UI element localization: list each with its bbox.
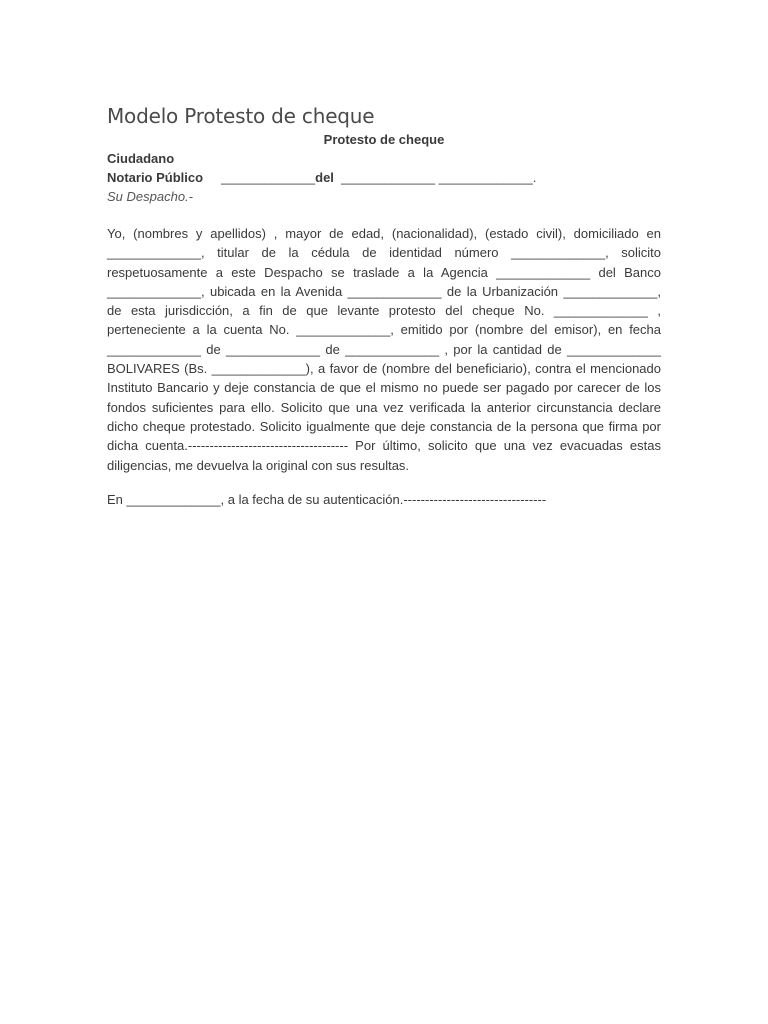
closing-line: En _____________, a la fecha de su autenticación.--------------------------------- [107,491,547,507]
spacer [107,206,661,224]
notary-blank: _____________ [221,170,316,185]
salutation: Su Despacho.- [107,189,193,204]
spacer [107,475,661,490]
del-label: del [315,170,334,185]
notary-blank-rest: _____________ _____________. [341,170,537,185]
addressee-line-2 [107,168,661,187]
document-page [107,102,661,509]
document-title: Modelo Protesto de cheque [107,104,375,128]
document-subtitle: Protesto de cheque [323,132,445,147]
addressee-line-1: Ciudadano [107,151,175,166]
body-paragraph: Yo, (nombres y apellidos) , mayor de edad, (nacionalidad), (estado civil), domiciliado en _____________, titular de la cédula de identidad número _____________, solicito respetuosamente a este Despacho se traslade a la Agencia _____________ del Banco _____________, ubicada en la Avenida _____________ de la Urbanización _____________, de esta jurisdicción, a fin de que levante protesto del cheque No. _____________ , perteneciente a la cuenta No. _____________, emitido por (nombre del emisor), en fecha _____________ de _____________ de _____________ , por la cantidad de _____________ BOLIVARES (Bs. _____________), a favor de (nombre del beneficiario), contra el mencionado Instituto Bancario y deje constancia de que el mismo no puede ser pagado por carecer de los fondos suficientes para ello. Solicito que una vez verificada la anterior circunstancia declare dicho cheque protestado. Solicito igualmente que deje constancia de la persona que firma por dicha cuenta.------------------------------------- Por último, solicito que una vez evacuadas estas diligencias, me devuelva la original con sus resultas. [107,226,661,473]
notary-label: Notario Público [107,170,204,185]
